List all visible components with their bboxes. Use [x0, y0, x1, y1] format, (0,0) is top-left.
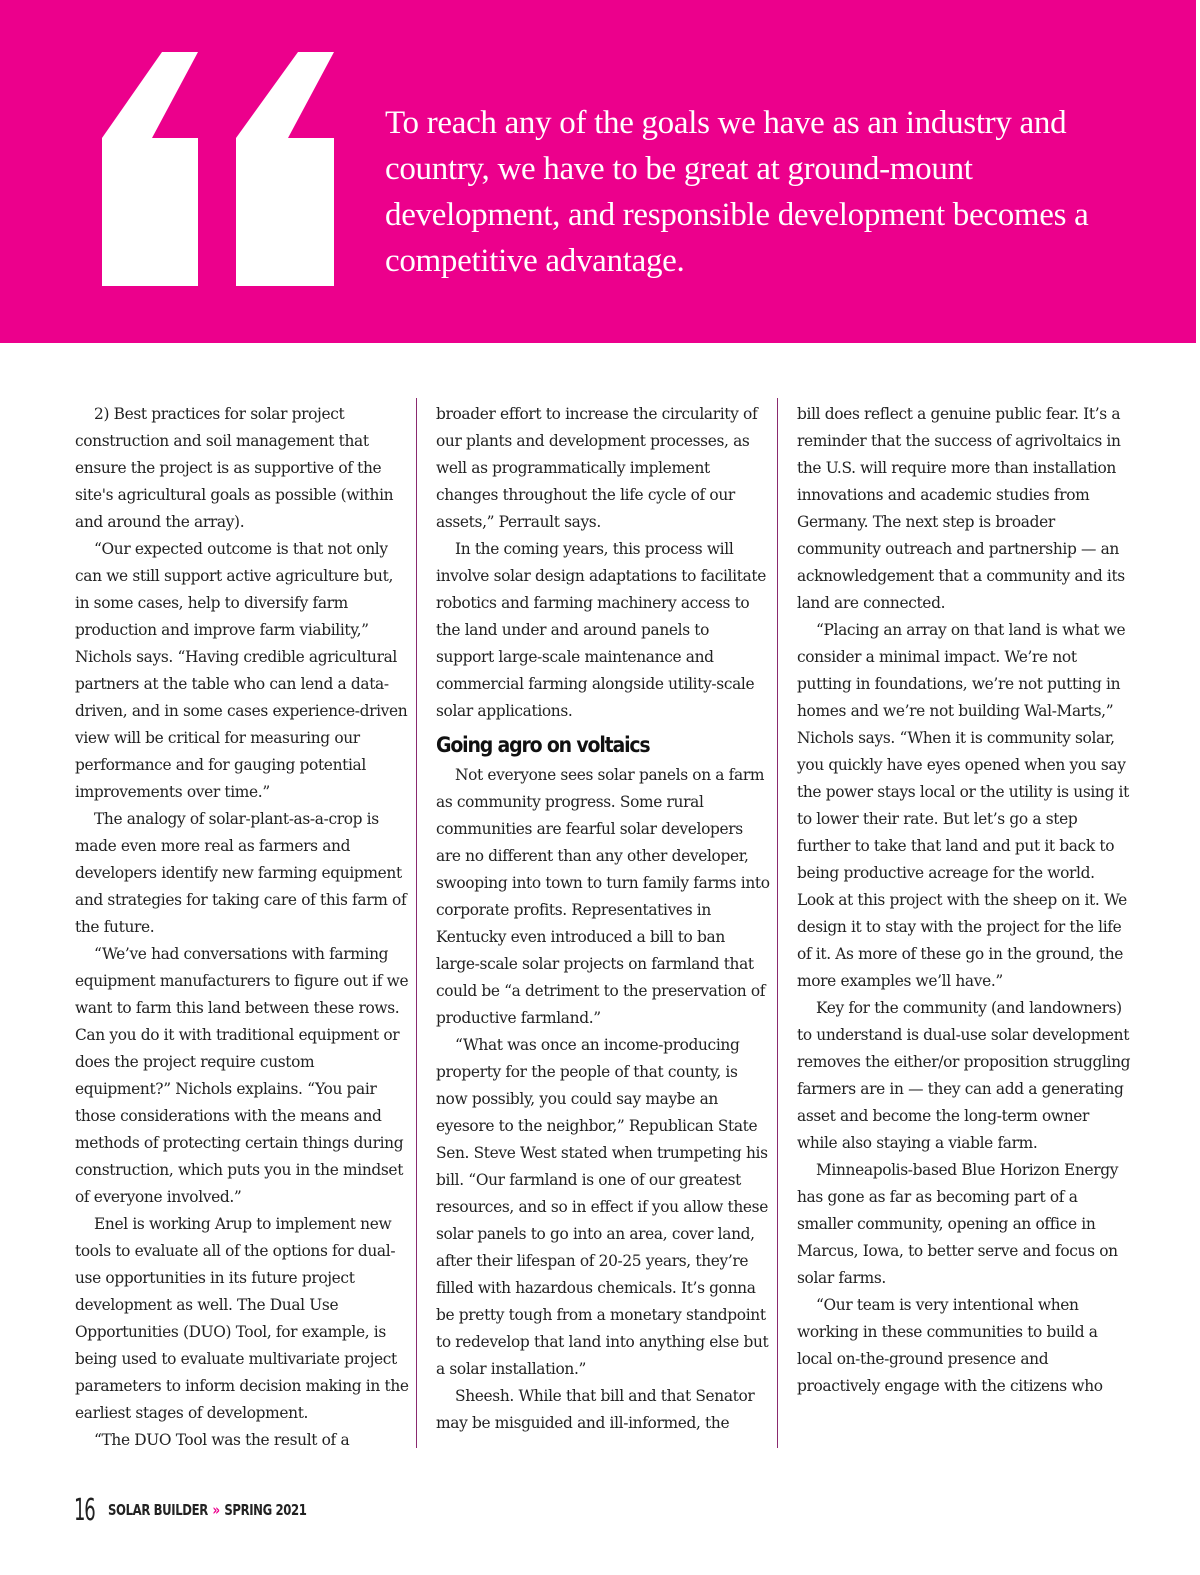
pull-quote-text: To reach any of the goals we have as an industry and country, we have to be great at ground-mount development, and responsible development becomes a competitive advantage. [385, 105, 1089, 279]
quotation-mark-icon [100, 50, 340, 290]
paragraph: “Placing an array on that land is what we consider a minimal impact. We’re not putting in foundations, we’re not putting in homes and we’re not building Wal-Marts,” Nichols says. “When it is community solar, you quickly have eyes opened when you say the power stays local or the utility is using it to lower their rate. But let’s go a step further to take that land and put it back to being productive acreage for the world. Look at this project with the sheep on it. We design it to stay with the project for the life of it. As more of these go in the ground, the more examples we’ll have.” [797, 621, 1129, 990]
paragraph: “We’ve had conversations with farming equipment manufacturers to figure out if we want to farm this land between these rows. Can you do it with traditional equipment or does the project require custom equipment?” Nichols explains. “You pair those considerations with the means and methods of protecting certain things during construction, which puts you in the mindset of everyone involved.” [75, 945, 409, 1206]
article-column-3 [797, 401, 1132, 1400]
magazine-title: SOLAR BUILDER [108, 1501, 208, 1519]
paragraph: Minneapolis-based Blue Horizon Energy has gone as far as becoming part of a smaller community, opening an office in Marcus, Iowa, to better serve and focus on solar farms. [797, 1161, 1119, 1287]
paragraph: In the coming years, this process will involve solar design adaptations to facilitate robotics and farming machinery access to the land under and around panels to support large-scale maintenance and commercial farming alongside utility-scale solar applications. [436, 540, 767, 720]
section-subhead: Going agro on voltaics [436, 733, 650, 757]
pull-quote-banner [0, 0, 1196, 343]
paragraph: Key for the community (and landowners) to understand is dual-use solar development removes the either/or proposition struggling farmers are in — they can add a generating asset and become the long-term owner while also staying a viable farm. [797, 999, 1131, 1152]
paragraph: Not everyone sees solar panels on a farm as community progress. Some rural communities are fearful solar developers are no different than any other developer, swooping into town to turn family farms into corporate profits. Representatives in Kentucky even introduced a bill to ban large-scale solar projects on farmland that could be “a detriment to the preservation of productive farmland.” [436, 766, 770, 1027]
paragraph: 2) Best practices for solar project construction and soil management that ensure the project is as supportive of the site's agricultural goals as possible (within and around the array). [75, 405, 394, 531]
page-number: 16 [74, 1492, 95, 1528]
article-body [0, 401, 1200, 1461]
paragraph: “The DUO Tool was the result of a [94, 1431, 350, 1449]
paragraph: “Our expected outcome is that not only can we still support active agriculture but, in some cases, help to diversify farm production and improve farm viability,” Nichols says. “Having credible agricultural partners at the table who can lend a data-driven, and in some cases experience-driven view will be critical for measuring our performance and for gauging potential improvements over time.” [75, 540, 408, 801]
paragraph: Sheesh. While that bill and that Senator may be misguided and ill-informed, the [436, 1387, 755, 1432]
magazine-credit [108, 1501, 306, 1519]
paragraph: “Our team is very intentional when working in these communities to build a local on-the-ground presence and proactively engage with the citizens who [797, 1296, 1103, 1395]
page-footer [74, 1493, 362, 1527]
paragraph: The analogy of solar-plant-as-a-crop is made even more real as farmers and developers identify new farming equipment and strategies for taking care of this farm of the future. [75, 810, 407, 936]
separator-icon: » [212, 1501, 220, 1519]
paragraph: broader effort to increase the circularity of our plants and development processes, as well as programmatically implement changes throughout the life cycle of our assets,” Perrault says. [436, 405, 758, 531]
paragraph: “What was once an income-producing property for the people of that county, is now possibly, you could say maybe an eyesore to the neighbor,” Republican State Sen. Steve West stated when trumpeting his bill. “Our farmland is one of our greatest resources, and so in effect if you allow these solar panels to go into an area, cover land, after their lifespan of 20-25 years, they’re filled with hazardous chemicals. It’s gonna be pretty tough from a monetary standpoint to redevelop that land into anything else but a solar installation.” [436, 1036, 769, 1378]
article-column-1 [75, 401, 410, 1454]
article-column-2 [436, 401, 771, 1437]
issue-label: SPRING 2021 [224, 1501, 307, 1519]
paragraph: Enel is working Arup to implement new tools to evaluate all of the options for dual-use opportunities in its future project development as well. The Dual Use Opportunities (DUO) Tool, for example, is being used to evaluate multivariate project parameters to inform decision making in the earliest stages of development. [75, 1215, 409, 1422]
paragraph: bill does reflect a genuine public fear. It’s a reminder that the success of agrivoltaics in the U.S. will require more than installation innovations and academic studies from Germany. The next step is broader community outreach and partnership — an acknowledgement that a community and its land are connected. [797, 405, 1125, 612]
